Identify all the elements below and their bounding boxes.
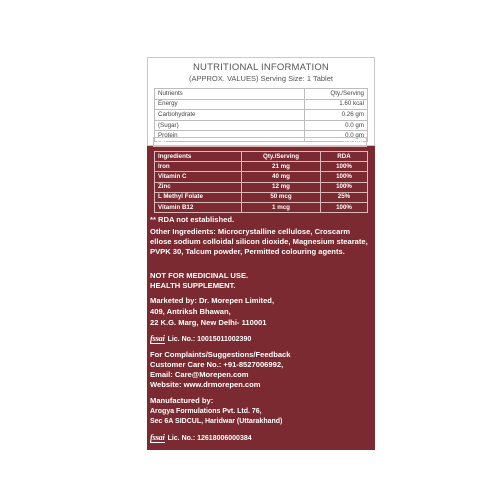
ingredient-name: Vitamin C	[155, 172, 242, 182]
ingredient-qty: 1 mcg	[242, 202, 321, 212]
rda-note: ** RDA not established.	[150, 215, 235, 224]
ingredient-name: L Methyl Folate	[155, 192, 242, 202]
ingredient-rda: 25%	[321, 192, 368, 202]
nutrient-name: (Sugar)	[155, 120, 305, 131]
ingredient-qty: 50 mcg	[242, 192, 321, 202]
nutrient-qty: 1.60 kcal	[305, 99, 368, 110]
table-row	[155, 182, 368, 192]
table-row	[155, 192, 368, 202]
ingredients-header: Ingredients	[155, 152, 242, 162]
table-row	[155, 89, 368, 100]
marketed-line-1: Marketed by: Dr. Morepen Limited,	[150, 296, 275, 305]
manufactured-line-1: Manufactured by:	[150, 396, 214, 405]
ingredient-name: Vitamin B12	[155, 202, 242, 212]
nutrient-qty: 0.0 gm	[305, 120, 368, 131]
table-row	[155, 110, 368, 121]
manufactured-line-2: Arogya Formulations Pvt. Ltd. 76,	[150, 408, 262, 415]
qty-header: Qty./Serving	[242, 152, 321, 162]
manufactured-line-3: Sec 6A SIDCUL, Haridwar (Uttarakhand)	[150, 418, 283, 425]
contact-line-3: Email: Care@Morepen.com	[150, 370, 249, 379]
ingredient-qty: 12 mg	[242, 182, 321, 192]
ingredient-rda: 100%	[321, 182, 368, 192]
nutrients-header: Nutrients	[155, 89, 305, 100]
ingredient-name: Zinc	[155, 182, 242, 192]
nutrient-name: Energy	[155, 99, 305, 110]
rda-header: RDA	[321, 152, 368, 162]
health-supplement-note: HEALTH SUPPLEMENT.	[150, 281, 236, 290]
table-row	[155, 202, 368, 212]
nutrient-qty: 0.26 gm	[305, 110, 368, 121]
marketed-line-2: 409, Antriksh Bhawan,	[150, 307, 231, 316]
ingredient-name: Iron	[155, 162, 242, 172]
table-row	[155, 152, 368, 162]
fssai-logo-icon: fssai	[150, 432, 165, 442]
fat-qty: 0.0 gm	[343, 138, 363, 145]
fat-row	[153, 137, 367, 147]
nutrition-table	[154, 88, 368, 142]
fssai-license-2	[150, 432, 372, 444]
table-row	[155, 120, 368, 131]
table-row	[155, 162, 368, 172]
not-medicinal-note: NOT FOR MEDICINAL USE.	[150, 271, 249, 280]
ingredient-qty: 21 mg	[242, 162, 321, 172]
nutrition-title: NUTRITIONAL INFORMATION	[192, 62, 329, 73]
license-number: Lic. No.: 12618006000384	[167, 435, 252, 442]
fat-label: Fat	[157, 138, 167, 145]
contact-line-2: Customer Care No.: +91-8527006992,	[150, 360, 284, 369]
marketed-line-3: 22 K.G. Marg, New Delhi- 110001	[150, 318, 267, 327]
nutrient-name: Protein	[155, 131, 305, 142]
nutrition-subtitle: (APPROX. VALUES) Serving Size: 1 Tablet	[189, 74, 333, 83]
table-row	[155, 172, 368, 182]
contact-line-4: Website: www.drmorepen.com	[150, 380, 261, 389]
ingredients-table	[154, 151, 368, 213]
nutrition-box	[147, 57, 375, 146]
table-row	[155, 99, 368, 110]
nutrient-name: Carbohydrate	[155, 110, 305, 121]
qty-header: Qty./Serving	[305, 89, 368, 100]
ingredient-qty: 40 mg	[242, 172, 321, 182]
nutrient-qty: 0.0 gm	[305, 131, 368, 142]
ingredient-rda: 100%	[321, 202, 368, 212]
fssai-logo-icon: fssai	[150, 333, 165, 343]
license-number: Lic. No.: 10015011002390	[167, 336, 252, 343]
ingredient-rda: 100%	[321, 162, 368, 172]
ingredient-rda: 100%	[321, 172, 368, 182]
fssai-license-1	[150, 333, 372, 345]
other-ingredients: Other Ingredients: Microcrystalline cellulose, Croscarm ellose sodium colloidal silicon dioxide, Magnesium stearate, PVPK 30, Talcum powder, Permitted colouring agents.	[150, 227, 368, 256]
contact-line-1: For Complaints/Suggestions/Feedback	[150, 350, 291, 359]
